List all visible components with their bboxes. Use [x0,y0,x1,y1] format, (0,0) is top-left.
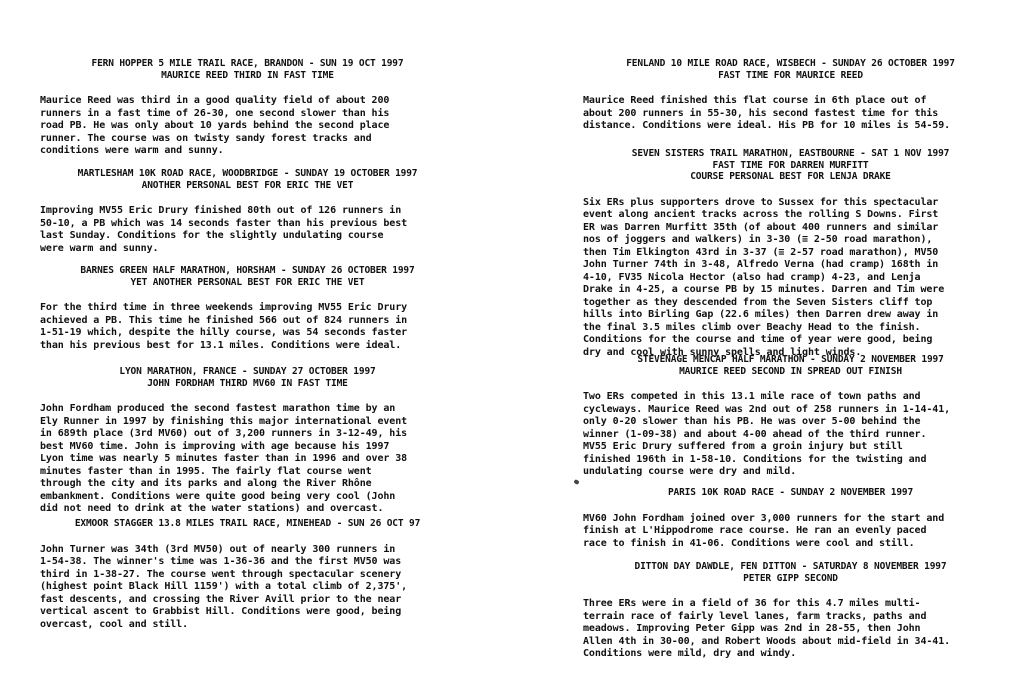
article-fenland [583,58,998,133]
article-body: Six ERs plus supporters drove to Sussex for this spectacular event along ancient tracks across the rolling S Downs. First ER was Darren Murfitt 35th (of about 400 runners and similar nos of joggers and walkers) in 3-30 (≡ 2-50 road marathon), then Tim Elkington 43rd in 3-37 (≡ 2-57 road marathon), MV50 John Turner 74th in 3-48, Alfredo Verna (had cramp) 168th in 4-10, FV35 Nicola Hector (also had cramp) 4-23, and Lenja Drake in 4-25, a course PB by 15 minutes. Darren and Tim were together as they descended from the Seven Sisters cliff top hills into Birling Gap (22.6 miles) then Darren drew away in the final 3.5 miles climb over Beachy Head to the finish. Conditions for the course and time of year were good, being dry and cool with sunny spells and light winds. [583,196,945,358]
article-stevenage [583,354,998,479]
article-martlesham [40,168,455,255]
article-fern-hopper [40,58,455,158]
article-body: Improving MV55 Eric Drury finished 80th out of 126 runners in 50-10, a PB which was 14 seconds faster than his previous best last Sunday. Conditions for the slightly undulating course were warm and sunny. [40,205,408,254]
article-barnes-green [40,265,455,352]
article-exmoor-stagger [40,518,455,631]
article-body: For the third time in three weekends improving MV55 Eric Drury achieved a PB. This time he finished 566 out of 824 runners in 1-51-19 which, despite the hilly course, was 54 seconds faster than his previous best for 13.1 miles. Conditions were ideal. [40,302,408,351]
article-body: Two ERs competed in this 13.1 mile race of town paths and cycleways. Maurice Reed was 2nd out of 258 runners in 1-14-41, only 0-20 slower than his PB. He was over 5-00 behind the winner (1-09-38) and about 4-00 ahead of the third runner. MV55 Eric Drury suffered from a groin injury but still finished 196th in 1-58-10. Conditions for the twisting and undulating course were dry and mild. [583,391,951,477]
article-paris-10k [583,487,998,550]
article-headline: LYON MARATHON, FRANCE - SUNDAY 27 OCTOBER 1997 JOHN FORDHAM THIRD MV60 IN FAST TIME [119,366,376,389]
article-headline: FENLAND 10 MILE ROAD RACE, WISBECH - SUNDAY 26 OCTOBER 1997 FAST TIME FOR MAURICE REED [626,58,955,81]
article-seven-sisters [583,148,998,359]
article-body: Maurice Reed was third in a good quality field of about 200 runners in a fast time of 26-30, one second slower than his road PB. He was only about 10 yards behind the second place runner. The course was on twisty sandy forest tracks and conditions were warm and sunny. [40,95,390,156]
article-headline: BARNES GREEN HALF MARATHON, HORSHAM - SUNDAY 26 OCTOBER 1997 YET ANOTHER PERSONAL BEST FOR ERIC THE VET [80,265,415,288]
article-headline: FERN HOPPER 5 MILE TRAIL RACE, BRANDON - SUN 19 OCT 1997 MAURICE REED THIRD IN FAST TIME [91,58,404,81]
article-headline: DITTON DAY DAWDLE, FEN DITTON - SATURDAY 8 NOVEMBER 1997 PETER GIPP SECOND [634,561,947,584]
article-body: John Turner was 34th (3rd MV50) out of nearly 300 runners in 1-54-38. The winner's time was 1-36-36 and the first MV50 was third in 1-38-27. The course went through spectacular scenery (highest point Black Hill 1159') with a total climb of 2,375', fast descents, and crossing the River Avill prior to the near vertical ascent to Grabbist Hill. Conditions were good, being overcast, cool and still. [40,543,408,630]
scan-speck [573,479,579,485]
article-headline: MARTLESHAM 10K ROAD RACE, WOODBRIDGE - SUNDAY 19 OCTOBER 1997 ANOTHER PERSONAL BEST FOR ERIC THE VET [77,168,418,191]
article-body: John Fordham produced the second fastest marathon time by an Ely Runner in 1997 by finishing this major international event in 689th place (3rd MV60) out of 3,200 runners in 3-12-49, his best MV60 time. John is improving with age because his 1997 Lyon time was nearly 5 minutes faster than in 1996 and over 38 minutes faster than in 1995. The fairly flat course went through the city and its parks and along the River Rhône embankment. Conditions were quite good being very cool (John did not need to drink at the water stations) and overcast. [40,403,408,514]
article-headline: PARIS 10K ROAD RACE - SUNDAY 2 NOVEMBER 1997 [667,487,914,498]
article-headline: SEVEN SISTERS TRAIL MARATHON, EASTBOURNE - SAT 1 NOV 1997 FAST TIME FOR DARREN MURFITT COURSE PERSONAL BEST FOR LENJA DRAKE [631,148,950,182]
article-ditton-day-dawdle [583,561,998,661]
article-body: MV60 John Fordham joined over 3,000 runners for the start and finish at L'Hippodrome race course. He ran an evenly paced race to finish in 41-06. Conditions were cool and still. [583,512,945,549]
article-body: Three ERs were in a field of 36 for this 4.7 miles multi- terrain race of fairly level lanes, farm tracks, paths and meadows. Improving Peter Gipp was 2nd in 28-55, then John Allen 4th in 30-00, and Robert Woods about mid-field in 34-41. Conditions were mild, dry and windy. [583,598,951,659]
article-headline: STEVENAGE MENCAP HALF MARATHON - SUNDAY 2 NOVEMBER 1997 MAURICE REED SECOND IN SPREAD OUT FINISH [637,354,944,377]
article-lyon-marathon [40,366,455,516]
article-body: Maurice Reed finished this flat course in 6th place out of about 200 runners in 55-30, his second fastest time for this distance. Conditions were ideal. His PB for 10 miles is 54-59. [583,95,951,131]
article-headline: EXMOOR STAGGER 13.8 MILES TRAIL RACE, MINEHEAD - SUN 26 OCT 97 [74,518,421,529]
